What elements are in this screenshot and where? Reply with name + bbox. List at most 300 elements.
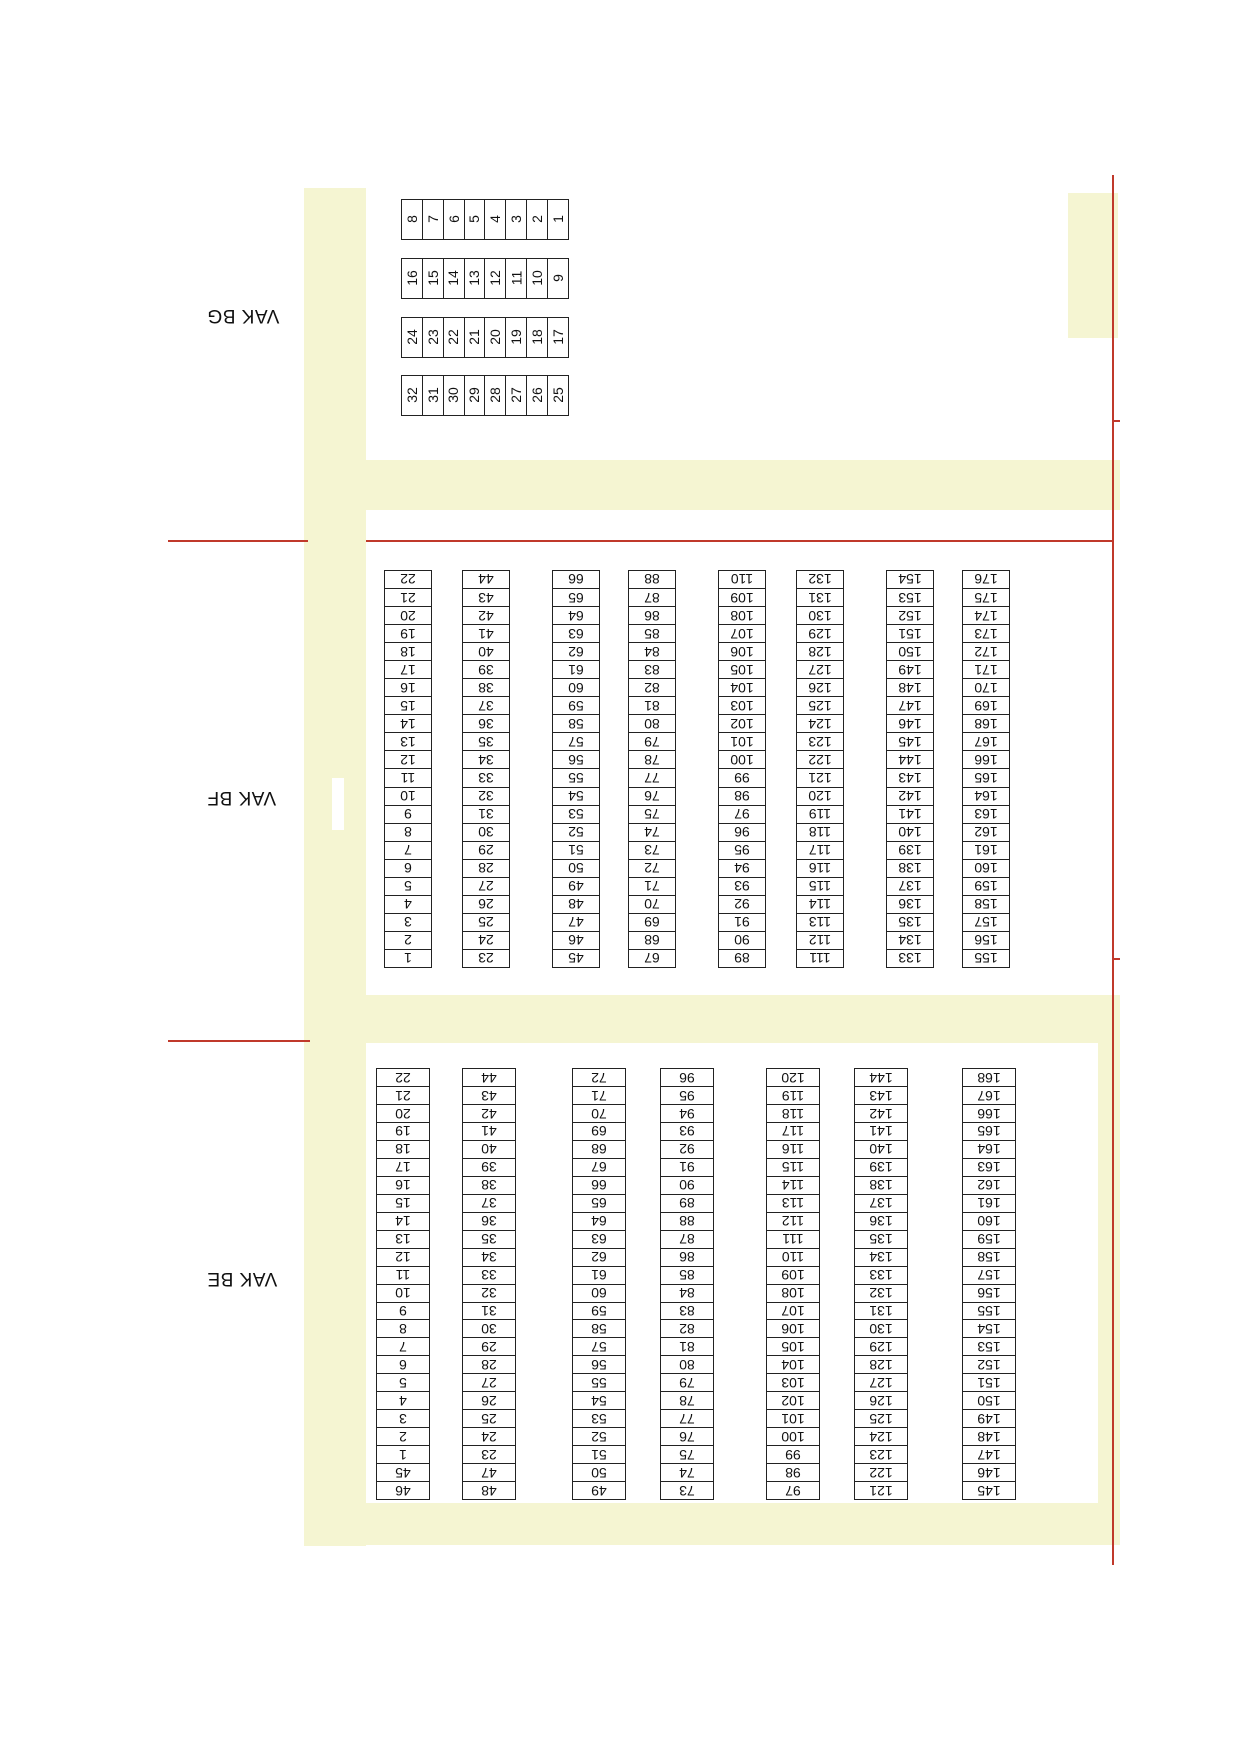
grave-number: 69: [629, 913, 675, 931]
grave-number: 148: [887, 678, 933, 696]
grave-number: 139: [887, 841, 933, 859]
grave-number: 100: [767, 1427, 819, 1445]
grave-number: 52: [573, 1427, 625, 1445]
grave-number: 122: [797, 750, 843, 768]
red-line-be-top: [168, 1040, 310, 1042]
grave-number: 131: [855, 1302, 907, 1320]
grave-number: 108: [719, 606, 765, 624]
grave-number: 50: [553, 859, 599, 877]
grave-strip-bg: [401, 258, 569, 299]
grave-number: 139: [855, 1158, 907, 1176]
grave-number: 120: [797, 787, 843, 805]
grave-number: 10: [377, 1284, 429, 1302]
grave-number: 99: [719, 768, 765, 786]
grave-number: 120: [781, 1069, 805, 1086]
grave-number: 123: [797, 732, 843, 750]
grave-number: 42: [463, 1104, 515, 1122]
grave-number: 35: [463, 732, 509, 750]
grave-number: 124: [797, 714, 843, 732]
grave-number: 44: [481, 1069, 497, 1086]
grave-number: 111: [797, 949, 843, 967]
grave-number: 52: [553, 823, 599, 841]
grave-number: 128: [855, 1355, 907, 1373]
grave-number: 48: [463, 1481, 515, 1499]
grave-strip-bf: [962, 570, 1010, 968]
grave-number: 115: [797, 877, 843, 895]
grave-number: 32: [463, 1284, 515, 1302]
red-tick-2: [1112, 958, 1120, 960]
grave-number: 18: [377, 1140, 429, 1158]
corner-block: [1068, 193, 1118, 338]
grave-number: 34: [463, 750, 509, 768]
grave-number: 147: [887, 696, 933, 714]
grave-number: 172: [963, 642, 1009, 660]
grave-number: 162: [963, 823, 1009, 841]
grave-number: 173: [963, 624, 1009, 642]
grave-number: 94: [661, 1104, 713, 1122]
grave-number: 56: [573, 1355, 625, 1373]
grave-number: 110: [730, 571, 754, 588]
grave-number: 101: [767, 1409, 819, 1427]
grave-number: 150: [963, 1391, 1015, 1409]
grave-number: 13: [377, 1230, 429, 1248]
grave-number: 156: [963, 1284, 1015, 1302]
grave-number: 61: [573, 1266, 625, 1284]
grave-number: 156: [963, 931, 1009, 949]
grave-number: 7: [422, 200, 443, 239]
grave-number: 55: [553, 768, 599, 786]
grave-number: 22: [443, 318, 464, 357]
grave-number: 59: [573, 1302, 625, 1320]
grave-number: 43: [463, 1086, 515, 1104]
grave-number: 159: [963, 877, 1009, 895]
grave-number: 27: [463, 877, 509, 895]
grave-number: 57: [573, 1337, 625, 1355]
grave-number: 22: [395, 1069, 411, 1086]
grave-number: 162: [963, 1176, 1015, 1194]
grave-number: 100: [719, 750, 765, 768]
grave-number: 143: [855, 1086, 907, 1104]
grave-number: 149: [887, 660, 933, 678]
grave-number: 102: [767, 1391, 819, 1409]
grave-number: 23: [463, 949, 509, 967]
grave-number: 1: [385, 949, 431, 967]
grave-number: 85: [629, 624, 675, 642]
grave-number: 94: [719, 859, 765, 877]
grave-number: 21: [385, 588, 431, 606]
grave-number: 9: [385, 805, 431, 823]
grave-number: 125: [797, 696, 843, 714]
grave-number: 151: [887, 624, 933, 642]
grave-number: 72: [591, 1069, 607, 1086]
grave-number: 84: [629, 642, 675, 660]
grave-number: 72: [629, 859, 675, 877]
grave-number: 77: [661, 1409, 713, 1427]
grave-number: 68: [573, 1140, 625, 1158]
grave-number: 73: [661, 1481, 713, 1499]
grave-number: 10: [526, 259, 547, 298]
grave-number: 24: [403, 329, 420, 346]
grave-number: 103: [719, 696, 765, 714]
grave-number: 36: [463, 714, 509, 732]
grave-number: 51: [573, 1445, 625, 1463]
grave-number: 152: [887, 606, 933, 624]
grave-number: 90: [661, 1176, 713, 1194]
grave-number: 113: [797, 913, 843, 931]
grave-number: 149: [963, 1409, 1015, 1427]
grave-number: 95: [661, 1086, 713, 1104]
grave-number: 144: [869, 1069, 893, 1086]
grave-number: 12: [377, 1248, 429, 1266]
grave-number: 105: [719, 660, 765, 678]
grave-number: 95: [719, 841, 765, 859]
grave-number: 169: [963, 696, 1009, 714]
grave-number: 176: [974, 571, 998, 588]
grave-number: 9: [377, 1302, 429, 1320]
grave-number: 30: [463, 1319, 515, 1337]
grave-number: 56: [553, 750, 599, 768]
grave-number: 32: [463, 787, 509, 805]
grave-number: 160: [963, 1212, 1015, 1230]
grave-strip-bf: [718, 570, 766, 968]
grave-number: 140: [855, 1140, 907, 1158]
grave-number: 155: [963, 1302, 1015, 1320]
grave-number: 98: [719, 787, 765, 805]
grave-number: 14: [377, 1212, 429, 1230]
grave-number: 168: [963, 714, 1009, 732]
grave-number: 128: [797, 642, 843, 660]
grave-number: 150: [887, 642, 933, 660]
grave-number: 159: [963, 1230, 1015, 1248]
grave-number: 168: [977, 1069, 1001, 1086]
grave-number: 23: [422, 318, 443, 357]
grave-number: 25: [463, 913, 509, 931]
grave-number: 16: [403, 270, 420, 287]
grave-number: 33: [463, 1266, 515, 1284]
grave-number: 73: [629, 841, 675, 859]
grave-number: 108: [767, 1284, 819, 1302]
grave-number: 48: [553, 895, 599, 913]
grave-number: 165: [963, 1122, 1015, 1140]
grave-number: 20: [385, 606, 431, 624]
grave-number: 76: [661, 1427, 713, 1445]
grave-number: 4: [485, 200, 506, 239]
grave-number: 81: [661, 1337, 713, 1355]
grave-number: 126: [797, 678, 843, 696]
grave-number: 70: [629, 895, 675, 913]
grave-number: 5: [385, 877, 431, 895]
grave-number: 47: [553, 913, 599, 931]
grave-strip-bf: [552, 570, 600, 968]
grave-number: 93: [719, 877, 765, 895]
section-label-be: VAK BE: [207, 1268, 278, 1289]
grave-number: 68: [629, 931, 675, 949]
grave-number: 3: [377, 1409, 429, 1427]
grave-strip-be: [962, 1068, 1016, 1500]
grave-number: 74: [629, 823, 675, 841]
grave-number: 13: [385, 732, 431, 750]
grave-number: 151: [963, 1373, 1015, 1391]
grave-number: 49: [573, 1481, 625, 1499]
grave-number: 50: [573, 1463, 625, 1481]
grave-number: 117: [797, 841, 843, 859]
grave-number: 10: [385, 787, 431, 805]
grave-number: 83: [661, 1302, 713, 1320]
grave-number: 136: [887, 895, 933, 913]
grave-strip-bg: [401, 375, 569, 416]
grave-number: 5: [464, 200, 485, 239]
grave-number: 38: [463, 678, 509, 696]
grave-number: 6: [377, 1355, 429, 1373]
grave-number: 142: [855, 1104, 907, 1122]
grave-number: 67: [629, 949, 675, 967]
grave-number: 51: [553, 841, 599, 859]
grave-number: 153: [887, 588, 933, 606]
grave-number: 79: [661, 1373, 713, 1391]
grave-number: 78: [661, 1391, 713, 1409]
grave-number: 142: [887, 787, 933, 805]
grave-number: 93: [661, 1122, 713, 1140]
grave-number: 59: [553, 696, 599, 714]
grave-number: 99: [767, 1445, 819, 1463]
grave-number: 31: [422, 376, 443, 415]
grave-number: 5: [377, 1373, 429, 1391]
grave-number: 114: [797, 895, 843, 913]
grave-number: 71: [573, 1086, 625, 1104]
grave-number: 116: [797, 859, 843, 877]
grave-number: 1: [377, 1445, 429, 1463]
grave-number: 74: [661, 1463, 713, 1481]
grave-number: 16: [385, 678, 431, 696]
grave-number: 57: [553, 732, 599, 750]
grave-number: 2: [385, 931, 431, 949]
grave-number: 6: [385, 859, 431, 877]
grave-number: 105: [767, 1337, 819, 1355]
grave-strip-be: [766, 1068, 820, 1500]
grave-number: 96: [719, 823, 765, 841]
grave-number: 143: [887, 768, 933, 786]
grave-number: 92: [661, 1140, 713, 1158]
grave-number: 97: [719, 805, 765, 823]
grave-number: 14: [443, 259, 464, 298]
grave-number: 125: [855, 1409, 907, 1427]
grave-number: 86: [661, 1248, 713, 1266]
grave-number: 26: [463, 895, 509, 913]
grave-number: 7: [377, 1337, 429, 1355]
divider-bf-be: [304, 995, 1120, 1043]
grave-number: 134: [855, 1248, 907, 1266]
grave-number: 86: [629, 606, 675, 624]
grave-number: 22: [400, 571, 416, 588]
grave-number: 35: [463, 1230, 515, 1248]
grave-number: 40: [463, 642, 509, 660]
grave-number: 144: [887, 750, 933, 768]
grave-number: 33: [463, 768, 509, 786]
grave-number: 166: [963, 750, 1009, 768]
grave-number: 62: [553, 642, 599, 660]
grave-strip-bg: [401, 199, 569, 240]
grave-number: 66: [573, 1176, 625, 1194]
grave-number: 117: [767, 1122, 819, 1140]
grave-number: 8: [377, 1319, 429, 1337]
grave-number: 130: [855, 1319, 907, 1337]
grave-number: 17: [377, 1158, 429, 1176]
grave-number: 39: [463, 1158, 515, 1176]
grave-number: 175: [963, 588, 1009, 606]
grave-number: 145: [963, 1481, 1015, 1499]
grave-number: 16: [377, 1176, 429, 1194]
grave-number: 25: [547, 376, 568, 415]
grave-number: 132: [855, 1284, 907, 1302]
grave-number: 167: [963, 732, 1009, 750]
grave-number: 136: [855, 1212, 907, 1230]
grave-strip-bf: [628, 570, 676, 968]
grave-number: 174: [963, 606, 1009, 624]
grave-number: 41: [463, 1122, 515, 1140]
grave-number: 37: [463, 1194, 515, 1212]
grave-number: 45: [553, 949, 599, 967]
grave-number: 124: [855, 1427, 907, 1445]
grave-strip-bf: [796, 570, 844, 968]
grave-number: 13: [464, 259, 485, 298]
grave-number: 29: [463, 841, 509, 859]
grave-number: 38: [463, 1176, 515, 1194]
grave-number: 3: [385, 913, 431, 931]
grave-number: 67: [573, 1158, 625, 1176]
grave-number: 127: [797, 660, 843, 678]
grave-number: 104: [719, 678, 765, 696]
grave-number: 166: [963, 1104, 1015, 1122]
grave-number: 87: [661, 1230, 713, 1248]
grave-number: 119: [797, 805, 843, 823]
grave-number: 58: [573, 1319, 625, 1337]
doorway-marker: [332, 778, 344, 830]
grave-number: 20: [377, 1104, 429, 1122]
grave-number: 109: [719, 588, 765, 606]
grave-number: 63: [553, 624, 599, 642]
grave-number: 79: [629, 732, 675, 750]
grave-strip-be: [854, 1068, 908, 1500]
grave-number: 8: [385, 823, 431, 841]
grave-number: 88: [661, 1212, 713, 1230]
grave-number: 18: [385, 642, 431, 660]
grave-number: 91: [719, 913, 765, 931]
grave-number: 152: [963, 1355, 1015, 1373]
grave-number: 26: [463, 1391, 515, 1409]
grave-number: 170: [963, 678, 1009, 696]
grave-number: 129: [797, 624, 843, 642]
grave-number: 2: [377, 1427, 429, 1445]
grave-number: 44: [478, 571, 494, 588]
grave-number: 7: [385, 841, 431, 859]
grave-number: 65: [553, 588, 599, 606]
grave-number: 138: [887, 859, 933, 877]
grave-number: 3: [505, 200, 526, 239]
grave-strip-be: [660, 1068, 714, 1500]
grave-number: 4: [385, 895, 431, 913]
grave-strip-bf: [886, 570, 934, 968]
grave-number: 114: [767, 1176, 819, 1194]
grave-number: 137: [887, 877, 933, 895]
grave-number: 132: [808, 571, 832, 588]
grave-number: 53: [573, 1409, 625, 1427]
grave-number: 164: [963, 1140, 1015, 1158]
grave-number: 153: [963, 1337, 1015, 1355]
grave-number: 137: [855, 1194, 907, 1212]
red-line-bf-top-right: [366, 540, 1114, 542]
grave-number: 65: [573, 1194, 625, 1212]
grave-number: 146: [963, 1463, 1015, 1481]
section-label-bg: VAK BG: [207, 305, 280, 326]
grave-number: 106: [767, 1319, 819, 1337]
grave-number: 115: [767, 1158, 819, 1176]
grave-number: 20: [485, 318, 506, 357]
grave-number: 98: [767, 1463, 819, 1481]
grave-number: 45: [377, 1463, 429, 1481]
grave-number: 112: [767, 1212, 819, 1230]
grave-number: 87: [629, 588, 675, 606]
grave-number: 21: [464, 318, 485, 357]
grave-number: 25: [463, 1409, 515, 1427]
grave-number: 85: [661, 1266, 713, 1284]
grave-number: 82: [661, 1319, 713, 1337]
grave-number: 118: [797, 823, 843, 841]
grave-number: 135: [855, 1230, 907, 1248]
grave-number: 53: [553, 805, 599, 823]
grave-number: 12: [385, 750, 431, 768]
grave-number: 58: [553, 714, 599, 732]
grave-number: 121: [797, 768, 843, 786]
grave-number: 29: [464, 376, 485, 415]
grave-number: 49: [553, 877, 599, 895]
red-line-bf-top: [168, 540, 308, 542]
grave-number: 30: [463, 823, 509, 841]
grave-number: 91: [661, 1158, 713, 1176]
grave-number: 70: [573, 1104, 625, 1122]
grave-number: 9: [547, 259, 568, 298]
grave-number: 164: [963, 787, 1009, 805]
grave-number: 42: [463, 606, 509, 624]
grave-number: 163: [963, 1158, 1015, 1176]
grave-number: 81: [629, 696, 675, 714]
grave-number: 6: [443, 200, 464, 239]
grave-number: 8: [403, 215, 420, 224]
grave-number: 71: [629, 877, 675, 895]
grave-number: 28: [463, 1355, 515, 1373]
grave-number: 18: [526, 318, 547, 357]
grave-number: 63: [573, 1230, 625, 1248]
grave-number: 158: [963, 895, 1009, 913]
grave-number: 40: [463, 1140, 515, 1158]
grave-number: 15: [377, 1194, 429, 1212]
grave-number: 2: [526, 200, 547, 239]
grave-number: 54: [573, 1391, 625, 1409]
grave-number: 11: [385, 768, 431, 786]
grave-number: 145: [887, 732, 933, 750]
grave-number: 80: [661, 1355, 713, 1373]
grave-number: 118: [767, 1104, 819, 1122]
grave-number: 34: [463, 1248, 515, 1266]
grave-number: 134: [887, 931, 933, 949]
grave-number: 110: [767, 1248, 819, 1266]
grave-number: 111: [767, 1230, 819, 1248]
grave-number: 160: [963, 859, 1009, 877]
grave-number: 62: [573, 1248, 625, 1266]
grave-number: 14: [385, 714, 431, 732]
grave-number: 109: [767, 1266, 819, 1284]
red-tick-1: [1112, 420, 1120, 422]
grave-number: 41: [463, 624, 509, 642]
